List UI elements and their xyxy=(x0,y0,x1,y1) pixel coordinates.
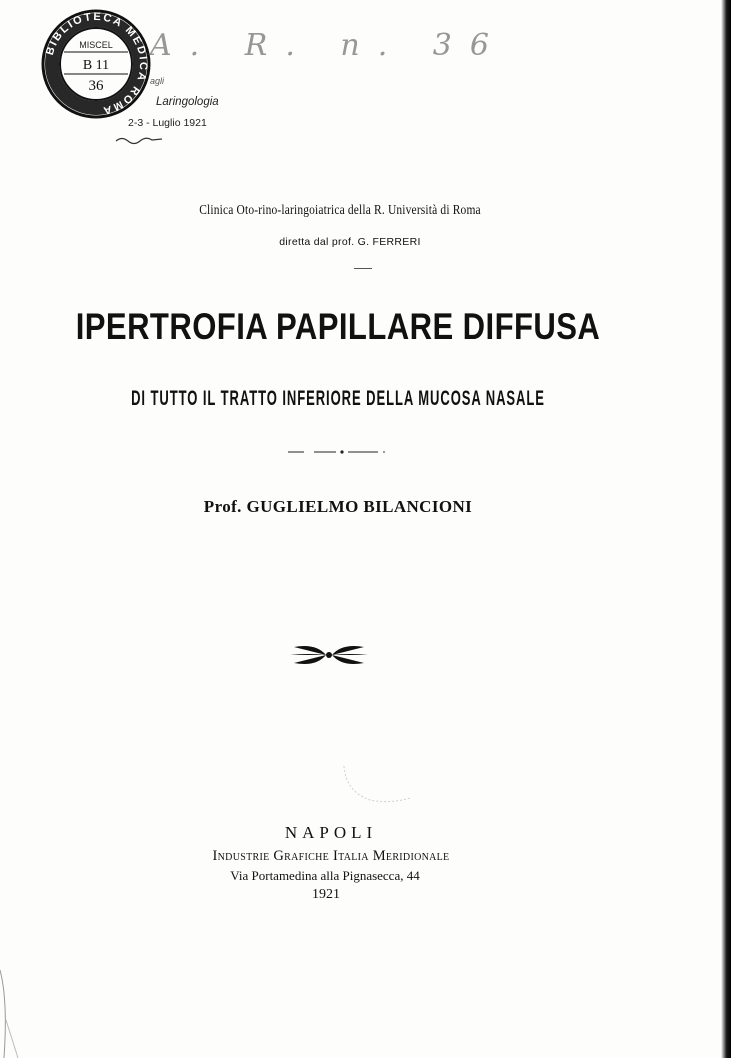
scan-edge-shadow xyxy=(721,0,731,1058)
separator-rule xyxy=(354,268,372,269)
journal-note-line1: agli xyxy=(150,76,165,86)
handwritten-shelf-note: A. R. n. 36 xyxy=(150,28,507,63)
library-stamp xyxy=(40,8,152,120)
underline-scribble xyxy=(114,133,164,147)
imprint-address: Via Portamedina alla Pignasecca, 44 xyxy=(230,868,420,883)
institution-name: Clinica Oto-rino-laringoiatrica della R. Università di Roma xyxy=(199,203,481,218)
document-subtitle: DI TUTTO IL TRATTO INFERIORE DELLA MUCOSA NASALE xyxy=(131,387,545,410)
journal-note-line2: Laringologia xyxy=(156,96,219,108)
journal-note-line3: 2-3 - Luglio 1921 xyxy=(128,117,207,129)
author-name: Prof. GUGLIELMO BILANCIONI xyxy=(203,497,473,516)
institution-director: diretta dal prof. G. FERRERI xyxy=(279,236,421,248)
stamp-top-label: MISCEL xyxy=(79,40,113,50)
fleuron-ornament xyxy=(288,641,370,669)
document-title: IPERTROFIA PAPILLARE DIFFUSA xyxy=(75,306,601,347)
stamp-number: 36 xyxy=(88,78,104,94)
scan-corner-mark xyxy=(0,960,30,1058)
imprint-year: 1921 xyxy=(312,887,340,902)
faint-bleedthrough-mark xyxy=(340,762,420,806)
stamp-ring-text: BIBLIOTECA MEDICA ROMA xyxy=(43,10,150,117)
stamp-shelf-mark: B 11 xyxy=(82,58,110,73)
imprint-city: NAPOLI xyxy=(284,823,378,842)
imprint-publisher: Industrie Grafiche Italia Meridionale xyxy=(212,848,450,864)
dash-ornament xyxy=(288,449,388,455)
